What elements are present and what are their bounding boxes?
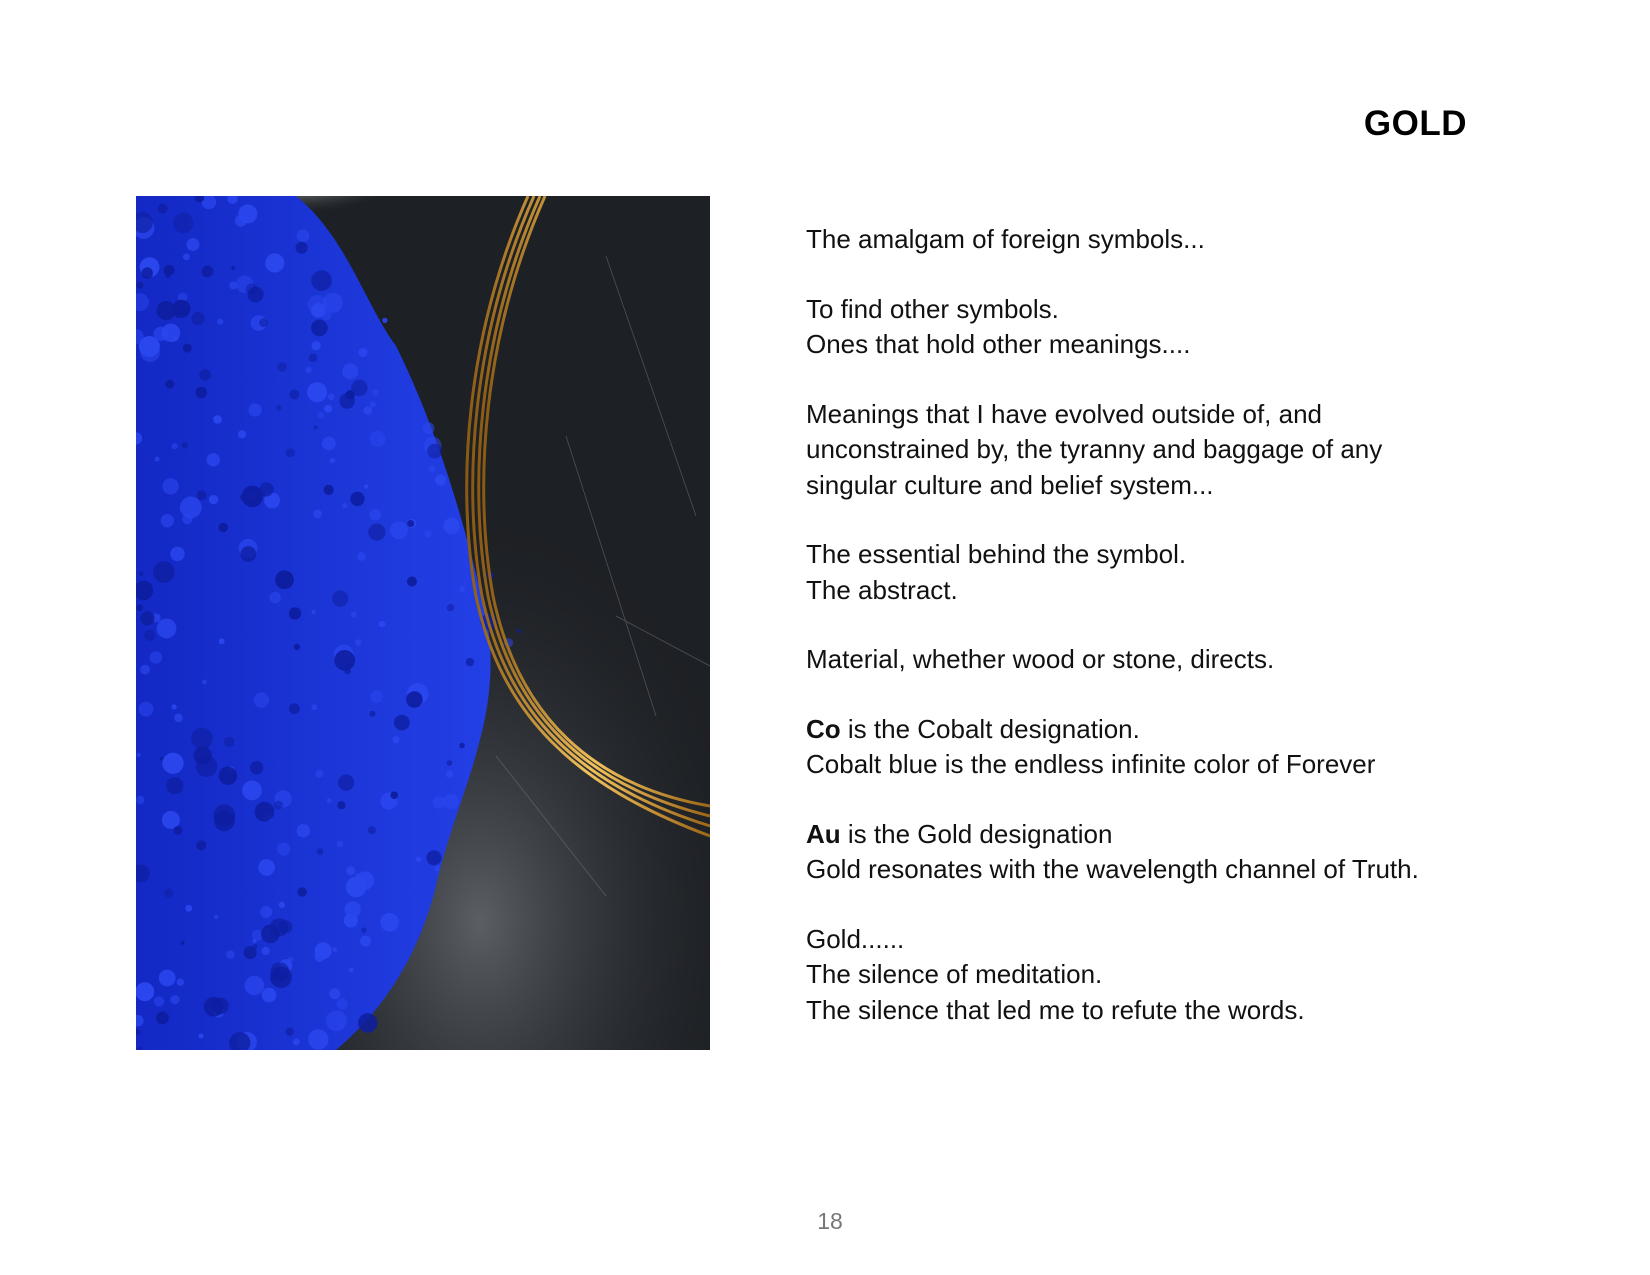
stanza-line: Meanings that I have evolved outside of, and — [806, 398, 1323, 429]
cobalt-pigment-and-gold-wire-photo — [136, 196, 710, 1050]
stanza-line: singular culture and belief system... — [806, 469, 1214, 500]
stanza-line: Gold...... — [806, 923, 905, 954]
stanza-line: Material, whether wood or stone, directs. — [806, 644, 1275, 674]
cobalt-designation-text: is the Cobalt designation. — [840, 713, 1140, 744]
stanza-line: unconstrained by, the tyranny and baggage of any — [806, 434, 1383, 464]
gold-designation-text: is the Gold designation — [840, 818, 1113, 849]
stanza-4 — [806, 537, 1506, 608]
stanza-3 — [806, 397, 1506, 504]
gold-symbol: Au — [806, 818, 841, 849]
stanza-line: Gold resonates with the wavelength channel of Truth. — [806, 854, 1419, 884]
stanza-cobalt — [806, 712, 1506, 783]
stanza-line: Ones that hold other meanings.... — [806, 329, 1191, 359]
stanza-8 — [806, 922, 1506, 1029]
gold-designation-line — [806, 817, 1506, 853]
stanza-line: Cobalt blue is the endless infinite color of Forever — [806, 749, 1376, 779]
stanza-line: The silence of meditation. — [806, 959, 1103, 989]
stanza-line: The essential behind the symbol. — [806, 539, 1187, 569]
stanza-1 — [806, 222, 1506, 258]
stanza-gold — [806, 817, 1506, 888]
stanza-5 — [806, 642, 1506, 678]
stanza-line: The abstract. — [806, 574, 958, 605]
page-title: GOLD — [1363, 104, 1467, 143]
stanza-line: The amalgam of foreign symbols... — [806, 224, 1205, 254]
cobalt-designation-line — [806, 712, 1506, 748]
cobalt-symbol: Co — [806, 713, 841, 744]
stanza-line: The silence that led me to refute the words. — [806, 994, 1305, 1025]
stanza-2 — [806, 292, 1506, 363]
poem-text — [806, 222, 1506, 1062]
page-number: 18 — [817, 1208, 843, 1234]
stanza-line: To find other symbols. — [806, 293, 1059, 324]
